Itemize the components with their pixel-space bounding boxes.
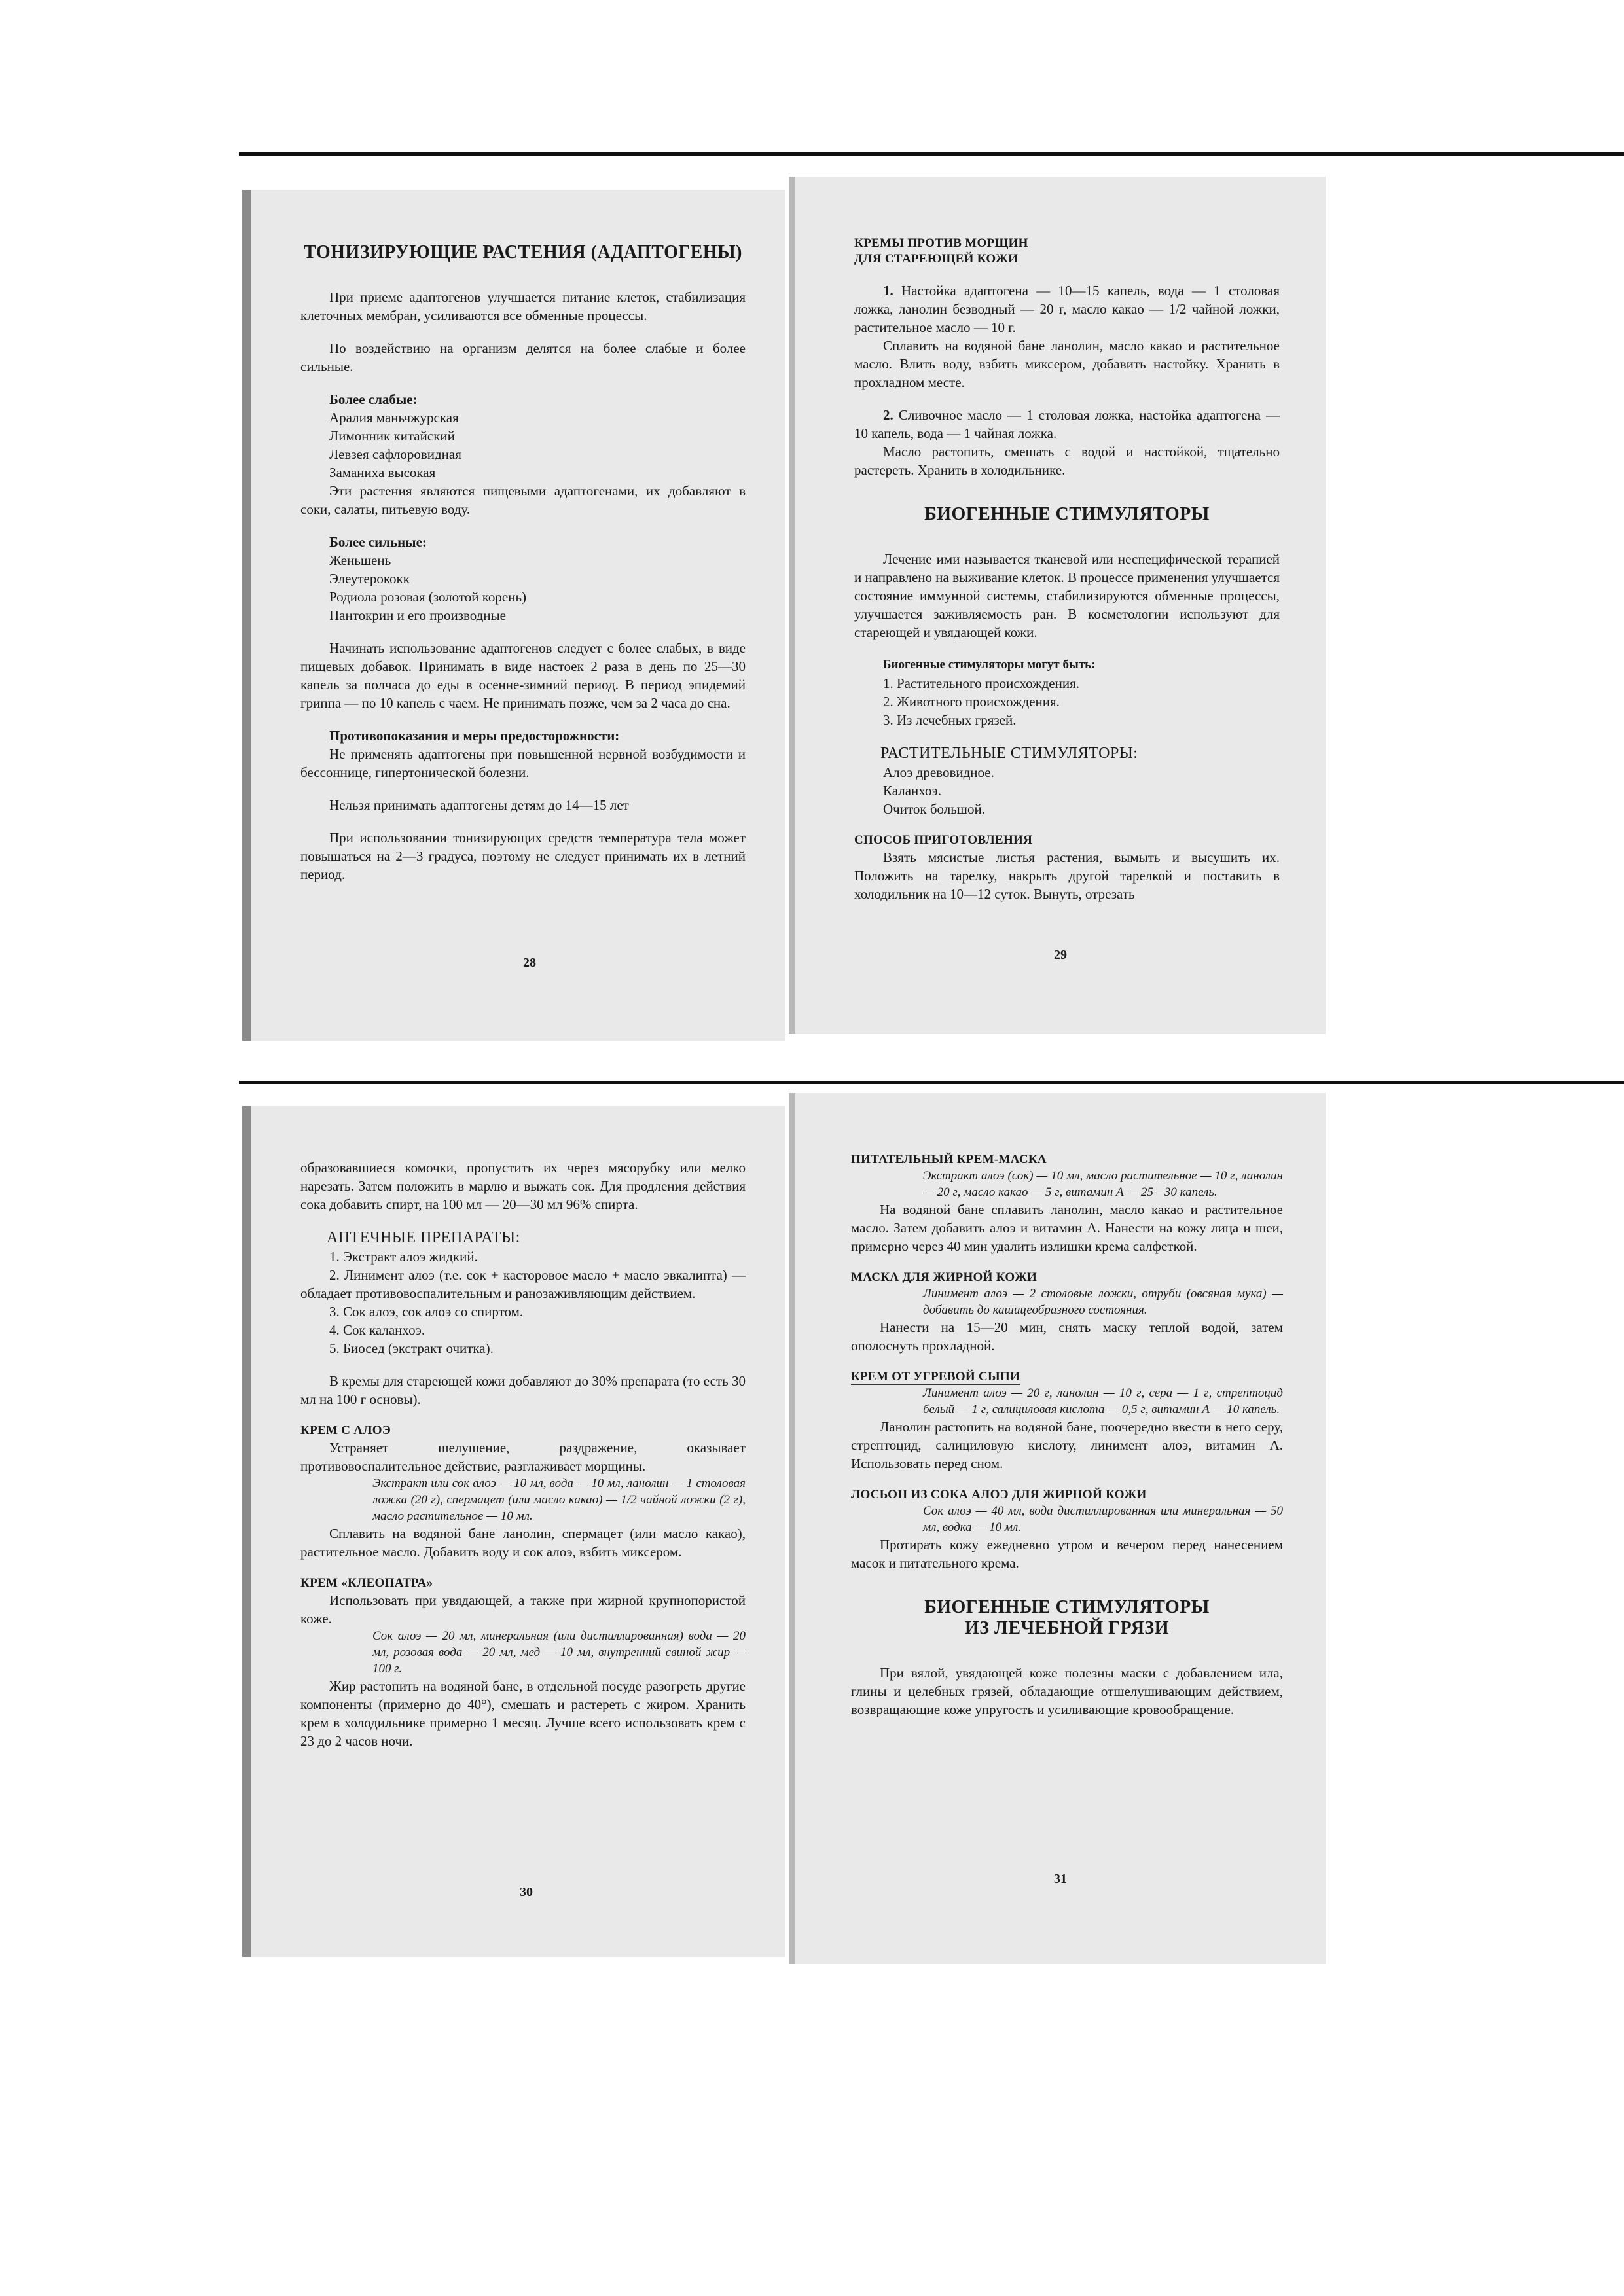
list-item: Заманиха высокая (329, 465, 436, 480)
paragraph: Устраняет шелушение, раздражение, оказывает противовоспалительное действие, разглаживает морщины. (300, 1440, 746, 1474)
list-item: Очиток большой. (883, 801, 985, 817)
ingredients: Экстракт или сок алоэ — 10 мл, вода — 10 мл, ланолин — 1 столовая ложка (20 г), спермацет (или масло какао) — 1/2 чайной ложки (2 г), масло растительное — 10 мл. (372, 1477, 746, 1523)
paragraph: Сплавить на водяной бане ланолин, спермацет (или масло какао), растительное масло. Добавить воду и сок алоэ, взбить миксером. (300, 1526, 746, 1560)
list-item: 3. Сок алоэ, сок алоэ со спиртом. (329, 1304, 524, 1319)
paragraph: В кремы для стареющей кожи добавляют до 30% препарата (то есть 30 мл на 100 г основы). (300, 1373, 746, 1407)
list-item: Элеутерококк (329, 571, 410, 586)
recipe-ingredients: Сливочное масло — 1 столовая ложка, настойка адаптогена — 10 капель, вода — 1 чайная ложка. (854, 407, 1280, 441)
paragraph: Начинать использование адаптогенов следует с более слабых, в виде пищевых добавок. Принимать в виде настоек 2 раза в день по 25—30 капель за полчаса до еды в осенне-зимний период. В период эпидемий гриппа — по 10 капель с чаем. Не принимать позже, чем за 2 часа до сна. (300, 640, 746, 711)
paragraph: Жир растопить на водяной бане, в отдельной посуде разогреть другие компоненты (примерно до 40°), смешать и растереть с жиром. Хранить крем в холодильнике примерно 1 месяц. Лучше всего использовать крем с 23 до 2 часов ночи. (300, 1678, 746, 1749)
list-item: 4. Сок каланхоэ. (329, 1322, 425, 1338)
paragraph: Лечение ими называется тканевой или неспецифической терапией и направлено на выживание клеток. В процессе применения улучшается состояние иммунной системы, стабилизируются обменные процессы, улучшается заживляемость ран. В косметологии используют для стареющей и увядающей кожи. (854, 551, 1280, 640)
paragraph: При вялой, увядающей коже полезны маски с добавлением ила, глины и целебных грязей, обладающие отшелушивающим действием, возвращающие коже упругость и усиливающие кровообращение. (851, 1665, 1283, 1717)
paragraph: Не применять адаптогены при повышенной нервной возбудимости и бессоннице, гипертонической болезни. (300, 746, 746, 780)
ingredients: Сок алоэ — 20 мл, минеральная (или дистиллированная) вода — 20 мл, розовая вода — 20 мл, мед — 10 мл, внутренний свиной жир — 100 г. (372, 1629, 746, 1676)
section-heading: ДЛЯ СТАРЕЮЩЕЙ КОЖИ (854, 252, 1019, 266)
paragraph: По воздействию на организм делятся на более слабые и более сильные. (300, 340, 746, 374)
list-item: 2. Линимент алоэ (т.е. сок + касторовое масло + масло эвкалипта) — обладает противовоспалительным и ранозаживляющим действием. (300, 1267, 746, 1301)
list-item: 2. Животного происхождения. (883, 694, 1060, 709)
section-heading: Более слабые: (329, 391, 418, 407)
paragraph: Нанести на 15—20 мин, снять маску теплой водой, затем ополоснуть прохладной. (851, 1319, 1283, 1354)
section-heading: РАСТИТЕЛЬНЫЕ СТИМУЛЯТОРЫ: (880, 745, 1138, 762)
page-30 (242, 1106, 785, 1957)
page-number: 29 (1054, 948, 1067, 962)
ingredients: Экстракт алоэ (сок) — 10 мл, масло растительное — 10 г, ланолин — 20 г, масло какао — 5 г, витамин А — 25—30 капель. (923, 1169, 1283, 1199)
list-item: Женьшень (329, 552, 391, 568)
page-title: ТОНИЗИРУЮЩИЕ РАСТЕНИЯ (АДАПТОГЕНЫ) (304, 242, 742, 262)
page-29 (789, 177, 1326, 1034)
ingredients: Линимент алоэ — 20 г, ланолин — 10 г, сера — 1 г, стрептоцид белый — 1 г, салициловая кислота — 0,5 г, витамин А — 10 капель. (923, 1386, 1283, 1416)
ingredients: Сок алоэ — 40 мл, вода дистиллированная или минеральная — 50 мл, водка — 10 мл. (923, 1504, 1283, 1534)
section-heading: КРЕМЫ ПРОТИВ МОРЩИН (854, 236, 1028, 250)
paragraph: Взять мясистые листья растения, вымыть и высушить их. Положить на тарелку, накрыть другой тарелкой и поставить в холодильник на 10—12 суток. Вынуть, отрезать (854, 850, 1280, 902)
paragraph: Ланолин растопить на водяной бане, поочередно ввести в него серу, стрептоцид, салициловую кислоту, линимент алоэ, витамин А. Использовать перед сном. (851, 1419, 1283, 1471)
section-heading: ПИТАТЕЛЬНЫЙ КРЕМ-МАСКА (851, 1153, 1047, 1166)
section-heading: Более сильные: (329, 534, 427, 550)
list-item: Пантокрин и его производные (329, 607, 506, 623)
page-28 (242, 190, 785, 1041)
paragraph: Эти растения являются пищевыми адаптогенами, их добавляют в соки, салаты, питьевую воду. (300, 483, 746, 517)
recipe-1 (854, 281, 1280, 336)
paragraph: Использовать при увядающей, а также при жирной крупнопористой коже. (300, 1592, 746, 1626)
section-heading: АПТЕЧНЫЕ ПРЕПАРАТЫ: (327, 1229, 520, 1246)
paragraph: Нельзя принимать адаптогены детям до 14—15 лет (329, 797, 629, 813)
section-heading: КРЕМ «КЛЕОПАТРА» (300, 1576, 433, 1590)
page-number: 30 (520, 1885, 533, 1899)
recipe-number: 2. (883, 407, 893, 423)
section-heading: ЛОСЬОН ИЗ СОКА АЛОЭ ДЛЯ ЖИРНОЙ КОЖИ (851, 1488, 1147, 1501)
ingredients: Линимент алоэ — 2 столовые ложки, отруби (овсяная мука) — добавить до кашицеобразного состояния. (923, 1287, 1283, 1317)
list-item: 1. Растительного происхождения. (883, 675, 1079, 691)
recipe-number: 1. (883, 283, 893, 298)
paragraph: Масло растопить, смешать с водой и настойкой, тщательно растереть. Хранить в холодильнике. (854, 444, 1280, 478)
page-number: 28 (523, 956, 536, 970)
list-item: Лимонник китайский (329, 428, 455, 444)
list-item: Аралия маньчжурская (329, 410, 459, 425)
section-heading: КРЕМ С АЛОЭ (300, 1424, 391, 1437)
list-item: Родиола розовая (золотой корень) (329, 589, 527, 605)
section-heading: Биогенные стимуляторы могут быть: (883, 658, 1096, 672)
scan-top-rule (239, 152, 1624, 156)
scan-middle-rule (239, 1081, 1624, 1084)
recipe-2 (854, 406, 1280, 442)
section-title: БИОГЕННЫЕ СТИМУЛЯТОРЫ (924, 504, 1210, 524)
paragraph: Протирать кожу ежедневно утром и вечером перед нанесением масок и питательного крема. (851, 1537, 1283, 1571)
paragraph: При использовании тонизирующих средств температура тела может повышаться на 2—3 градуса, поэтому не следует принимать их в летний период. (300, 830, 746, 882)
section-heading: Противопоказания и меры предосторожности: (329, 728, 620, 744)
section-title: ИЗ ЛЕЧЕБНОЙ ГРЯЗИ (965, 1618, 1169, 1638)
list-item: 5. Биосед (экстракт очитка). (329, 1340, 494, 1356)
underlined-heading: КРЕМ ОТ УГРЕВОЙ СЫПИ (851, 1370, 1020, 1384)
paragraph: При приеме адаптогенов улучшается питание клеток, стабилизация клеточных мембран, усиливаются все обменные процессы. (300, 289, 746, 323)
paragraph: На водяной бане сплавить ланолин, масло какао и растительное масло. Затем добавить алоэ и витамин А. Нанести на кожу лица и шеи, примерно через 40 мин удалить излишки крема салфеткой. (851, 1202, 1283, 1254)
page-31 (789, 1093, 1326, 1964)
section-heading: СПОСОБ ПРИГОТОВЛЕНИЯ (854, 833, 1033, 847)
list-item: 3. Из лечебных грязей. (883, 712, 1017, 728)
recipe-ingredients: Настойка адаптогена — 10—15 капель, вода — 1 столовая ложка, ланолин безводный — 20 г, масло какао — 1/2 чайной ложки, растительное масло — 10 г. (854, 283, 1280, 335)
section-title: БИОГЕННЫЕ СТИМУЛЯТОРЫ (924, 1597, 1210, 1617)
list-item: Каланхоэ. (883, 783, 941, 798)
section-heading (851, 1369, 1283, 1385)
list-item: 1. Экстракт алоэ жидкий. (329, 1249, 478, 1265)
list-item: Левзея сафлоровидная (329, 446, 461, 462)
list-item: Алоэ древовидное. (883, 764, 994, 780)
page-number: 31 (1054, 1872, 1067, 1886)
paragraph: Сплавить на водяной бане ланолин, масло какао и растительное масло. Влить воду, взбить миксером, добавить настойку. Хранить в прохладном месте. (854, 338, 1280, 390)
section-heading: МАСКА ДЛЯ ЖИРНОЙ КОЖИ (851, 1270, 1038, 1284)
paragraph: образовавшиеся комочки, пропустить их через мясорубку или мелко нарезать. Затем положить в марлю и выжать сок. Для продления действия сока добавить спирт, на 100 мл — 20—30 мл 96% спирта. (300, 1160, 746, 1212)
